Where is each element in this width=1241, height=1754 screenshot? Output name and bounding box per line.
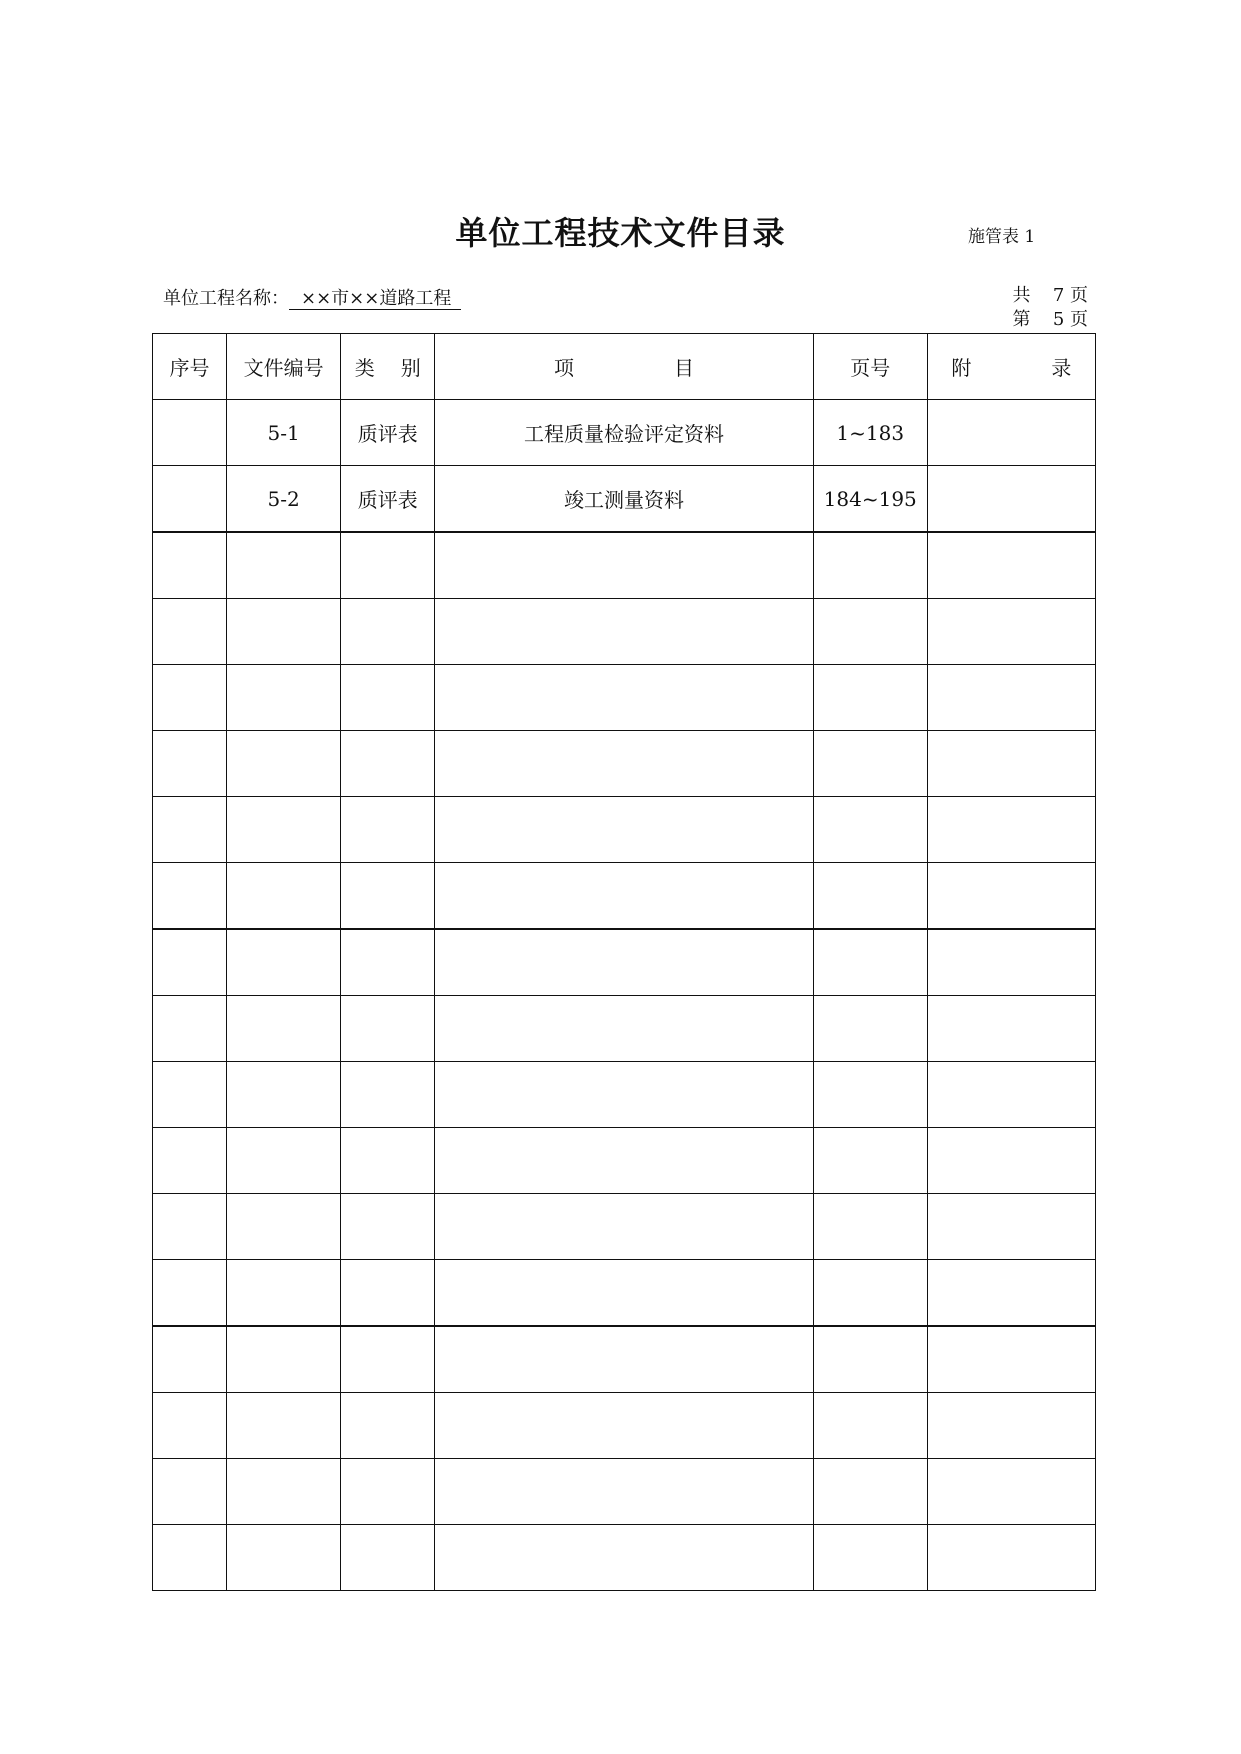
cell-type — [341, 665, 435, 731]
page-count — [1013, 284, 1088, 332]
cell-no — [153, 1326, 227, 1393]
table-row-empty — [153, 532, 1096, 599]
table-header-row — [153, 334, 1096, 400]
cell-page — [813, 532, 927, 599]
cell-item — [435, 1128, 813, 1194]
cell-page — [813, 1128, 927, 1194]
cell-no — [153, 996, 227, 1062]
table-row-empty — [153, 1260, 1096, 1327]
cell-no — [153, 532, 227, 599]
total-pages-suffix: 页 — [1070, 285, 1088, 306]
cell-no — [153, 466, 227, 533]
table-row-empty — [153, 1128, 1096, 1194]
cell-code — [227, 532, 341, 599]
cell-type — [341, 731, 435, 797]
header-type-a: 类 — [354, 356, 375, 380]
cell-code — [227, 797, 341, 863]
cell-page — [813, 1194, 927, 1260]
cell-type — [341, 797, 435, 863]
cell-page — [813, 996, 927, 1062]
cell-item — [435, 1260, 813, 1327]
cell-type — [341, 1128, 435, 1194]
table-row — [153, 466, 1096, 533]
header-no: 序号 — [153, 334, 227, 400]
cell-item — [435, 1459, 813, 1525]
cell-page — [813, 731, 927, 797]
cell-item — [435, 1393, 813, 1459]
cell-type — [341, 1459, 435, 1525]
cell-page — [813, 797, 927, 863]
cell-code: 5-2 — [227, 466, 341, 533]
header-appendix — [927, 334, 1095, 400]
cell-appendix — [927, 996, 1095, 1062]
cell-no — [153, 797, 227, 863]
cell-appendix — [927, 466, 1095, 533]
header-code: 文件编号 — [227, 334, 341, 400]
cell-type — [341, 996, 435, 1062]
cell-type — [341, 929, 435, 996]
cell-appendix — [927, 1525, 1095, 1591]
cell-appendix — [927, 1459, 1095, 1525]
table-row-empty — [153, 599, 1096, 665]
cell-no — [153, 1525, 227, 1591]
total-pages-prefix: 共 — [1012, 285, 1031, 306]
cell-page — [813, 1525, 927, 1591]
header-item-b: 目 — [673, 356, 694, 380]
current-page-prefix: 第 — [1012, 309, 1031, 330]
cell-code — [227, 1062, 341, 1128]
cell-code — [227, 1194, 341, 1260]
cell-page — [813, 1393, 927, 1459]
current-page-row — [1013, 308, 1088, 332]
cell-code — [227, 929, 341, 996]
cell-appendix — [927, 599, 1095, 665]
cell-type — [341, 1393, 435, 1459]
cell-no — [153, 1393, 227, 1459]
cell-page — [813, 1260, 927, 1327]
cell-type — [341, 863, 435, 930]
header-type-b: 别 — [400, 356, 421, 380]
cell-page: 1~183 — [813, 400, 927, 466]
cell-page: 184~195 — [813, 466, 927, 533]
form-code: 施管表 1 — [968, 227, 1036, 247]
cell-code — [227, 1128, 341, 1194]
cell-code — [227, 996, 341, 1062]
cell-appendix — [927, 400, 1095, 466]
document-title: 单位工程技术文件目录 — [455, 214, 786, 252]
cell-appendix — [927, 1128, 1095, 1194]
cell-type — [341, 1326, 435, 1393]
cell-no — [153, 929, 227, 996]
table-row-empty — [153, 797, 1096, 863]
table-row-empty — [153, 1393, 1096, 1459]
cell-item — [435, 731, 813, 797]
header-appendix-b: 录 — [1051, 356, 1072, 380]
current-page-suffix: 页 — [1070, 309, 1088, 330]
table-row-empty — [153, 1525, 1096, 1591]
cell-type — [341, 1260, 435, 1327]
cell-code — [227, 863, 341, 930]
cell-item: 工程质量检验评定资料 — [435, 400, 813, 466]
cell-appendix — [927, 731, 1095, 797]
cell-appendix — [927, 665, 1095, 731]
cell-code — [227, 665, 341, 731]
cell-item — [435, 797, 813, 863]
table-body — [153, 400, 1096, 1591]
cell-page — [813, 1459, 927, 1525]
header-page: 页号 — [813, 334, 927, 400]
project-name-value: ××市××道路工程 — [289, 289, 461, 310]
cell-code — [227, 1326, 341, 1393]
table-row-empty — [153, 1326, 1096, 1393]
cell-appendix — [927, 863, 1095, 930]
cell-appendix — [927, 1194, 1095, 1260]
cell-no — [153, 665, 227, 731]
cell-item — [435, 599, 813, 665]
cell-item — [435, 1062, 813, 1128]
cell-code — [227, 1525, 341, 1591]
cell-code — [227, 1260, 341, 1327]
table-row-empty — [153, 1194, 1096, 1260]
cell-no — [153, 1194, 227, 1260]
cell-page — [813, 863, 927, 930]
cell-type — [341, 599, 435, 665]
cell-appendix — [927, 1062, 1095, 1128]
total-pages-value: 7 — [1052, 285, 1065, 306]
table-row-empty — [153, 731, 1096, 797]
header-type — [341, 334, 435, 400]
cell-no — [153, 863, 227, 930]
table-row-empty — [153, 863, 1096, 930]
directory-table — [152, 333, 1096, 1591]
cell-item — [435, 1326, 813, 1393]
cell-item: 竣工测量资料 — [435, 466, 813, 533]
cell-page — [813, 929, 927, 996]
cell-appendix — [927, 1326, 1095, 1393]
header-item — [435, 334, 813, 400]
cell-code: 5-1 — [227, 400, 341, 466]
cell-page — [813, 1326, 927, 1393]
header-appendix-a: 附 — [951, 356, 972, 380]
project-name-line — [163, 284, 461, 310]
cell-no — [153, 1128, 227, 1194]
table-row-empty — [153, 1062, 1096, 1128]
cell-type — [341, 532, 435, 599]
cell-item — [435, 665, 813, 731]
table-row — [153, 400, 1096, 466]
table-row-empty — [153, 996, 1096, 1062]
header-item-a: 项 — [553, 356, 574, 380]
cell-type: 质评表 — [341, 400, 435, 466]
cell-page — [813, 1062, 927, 1128]
cell-type — [341, 1194, 435, 1260]
cell-no — [153, 599, 227, 665]
table-row-empty — [153, 929, 1096, 996]
cell-type — [341, 1062, 435, 1128]
cell-no — [153, 1260, 227, 1327]
cell-code — [227, 1459, 341, 1525]
cell-item — [435, 532, 813, 599]
cell-item — [435, 996, 813, 1062]
cell-appendix — [927, 532, 1095, 599]
cell-code — [227, 731, 341, 797]
cell-appendix — [927, 929, 1095, 996]
cell-no — [153, 1062, 227, 1128]
cell-no — [153, 1459, 227, 1525]
total-pages-row — [1013, 284, 1088, 308]
cell-no — [153, 400, 227, 466]
cell-appendix — [927, 1260, 1095, 1327]
cell-item — [435, 1194, 813, 1260]
cell-page — [813, 665, 927, 731]
project-name-label: 单位工程名称： — [163, 288, 289, 309]
cell-appendix — [927, 797, 1095, 863]
cell-type: 质评表 — [341, 466, 435, 533]
cell-no — [153, 731, 227, 797]
current-page-value: 5 — [1052, 309, 1065, 330]
cell-page — [813, 599, 927, 665]
table-row-empty — [153, 1459, 1096, 1525]
cell-appendix — [927, 1393, 1095, 1459]
table-row-empty — [153, 665, 1096, 731]
cell-type — [341, 1525, 435, 1591]
cell-item — [435, 929, 813, 996]
cell-item — [435, 863, 813, 930]
cell-item — [435, 1525, 813, 1591]
cell-code — [227, 1393, 341, 1459]
cell-code — [227, 599, 341, 665]
